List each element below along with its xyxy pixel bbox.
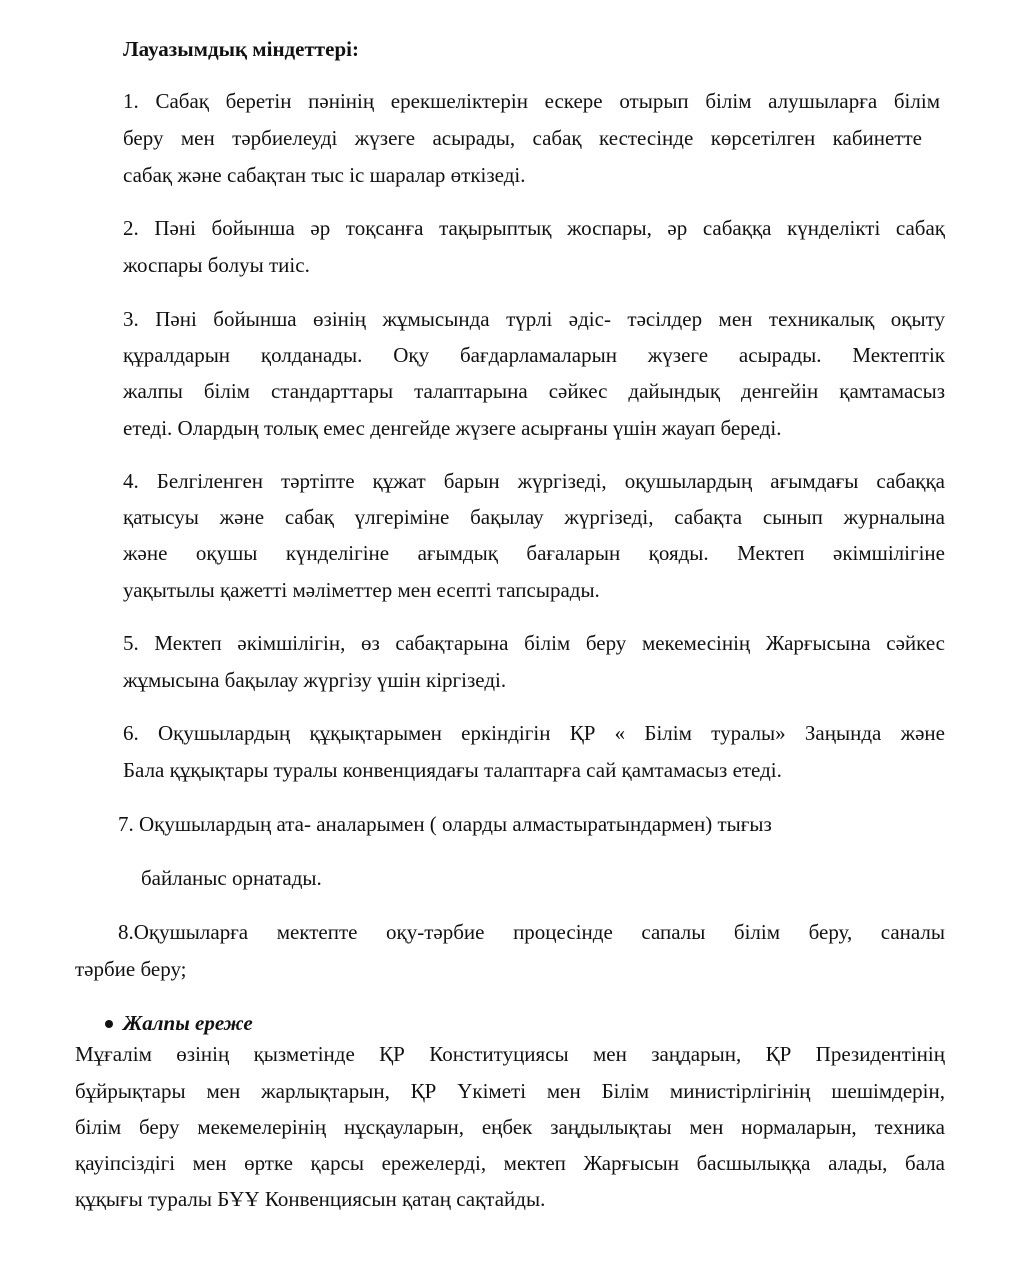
general-rules-heading: Жалпы ереже — [123, 1011, 253, 1035]
duty-4-line-2: қатысуы және сабақ үлгеріміне бақылау жүргізеді, сабақта сынып журналына — [123, 505, 945, 529]
duty-4-line-4: уақытылы қажетті мәліметтер мен есепті тапсырады. — [123, 578, 600, 602]
duty-2-line-2: жоспары болуы тиіс. — [123, 253, 310, 277]
duty-4-line-3: және оқушы күнделігіне ағымдық бағаларын қояды. Мектеп әкімшілігіне — [123, 541, 945, 565]
duty-1-line-2: беру мен тәрбиелеуді жүзеге асырады, сабақ кестесінде көрсетілген кабинетте — [123, 126, 922, 150]
general-line-2: бұйрықтары мен жарлықтарын, ҚР Үкіметі мен Білім министірлігінің шешімдерін, — [75, 1079, 945, 1103]
general-line-1: Мұғалім өзінің қызметінде ҚР Конституциясы мен заңдарын, ҚР Президентінің — [75, 1042, 945, 1066]
duty-6-line-2: Бала құқықтары туралы конвенциядағы талаптарға сай қамтамасыз етеді. — [123, 758, 782, 782]
duty-3-line-2: құралдарын қолданады. Оқу бағдарламаларын жүзеге асырады. Мектептік — [123, 343, 945, 367]
general-line-5: құқығы туралы БҰҰ Конвенциясын қатаң сақтайды. — [75, 1187, 546, 1211]
duty-7-line-2: байланыс орнатады. — [141, 866, 322, 890]
duty-4-line-1: 4. Белгіленген тәртіпте құжат барын жүргізеді, оқушылардың ағымдағы сабаққа — [123, 469, 945, 493]
duty-1-line-1: 1. Сабақ беретін пәнінің ерекшеліктерін ескере отырып білім алушыларға білім — [123, 89, 940, 113]
duties-heading: Лауазымдық міндеттері: — [123, 37, 359, 61]
duty-8-line-2: тәрбие беру; — [75, 957, 187, 981]
duty-5-line-2: жұмысына бақылау жүргізу үшін кіргізеді. — [123, 668, 507, 692]
duty-8-line-1: 8.Оқушыларға мектепте оқу-тәрбие процесінде сапалы білім беру, саналы — [118, 920, 945, 944]
duty-5-line-1: 5. Мектеп әкімшілігін, өз сабақтарына білім беру мекемесінің Жарғысына сәйкес — [123, 631, 945, 655]
duty-3-line-1: 3. Пәні бойынша өзінің жұмысында түрлі әдіс- тәсілдер мен техникалық оқыту — [123, 307, 945, 331]
duty-1-line-3: сабақ және сабақтан тыс іс шаралар өткізеді. — [123, 163, 526, 187]
duty-7-line-1: 7. Оқушылардың ата- аналарымен ( оларды алмастыратындармен) тығыз — [118, 812, 772, 836]
duty-3-line-3: жалпы білім стандарттары талаптарына сәйкес дайындық денгейін қамтамасыз — [123, 379, 945, 403]
duty-6-line-1: 6. Оқушылардың құқықтарымен еркіндігін ҚР « Білім туралы» Заңында және — [123, 721, 945, 745]
general-line-3: білім беру мекемелерінің нұсқауларын, еңбек заңдылықтаы мен нормаларын, техника — [75, 1115, 945, 1139]
duty-3-line-4: етеді. Олардың толық емес денгейде жүзеге асырғаны үшін жауап береді. — [123, 416, 782, 440]
bullet-icon — [105, 1020, 113, 1028]
duty-2-line-1: 2. Пәні бойынша әр тоқсанға тақырыптық жоспары, әр сабаққа күнделікті сабақ — [123, 216, 945, 240]
general-line-4: қауіпсіздігі мен өртке қарсы ережелерді, мектеп Жарғысын басшылыққа алады, бала — [75, 1151, 945, 1175]
